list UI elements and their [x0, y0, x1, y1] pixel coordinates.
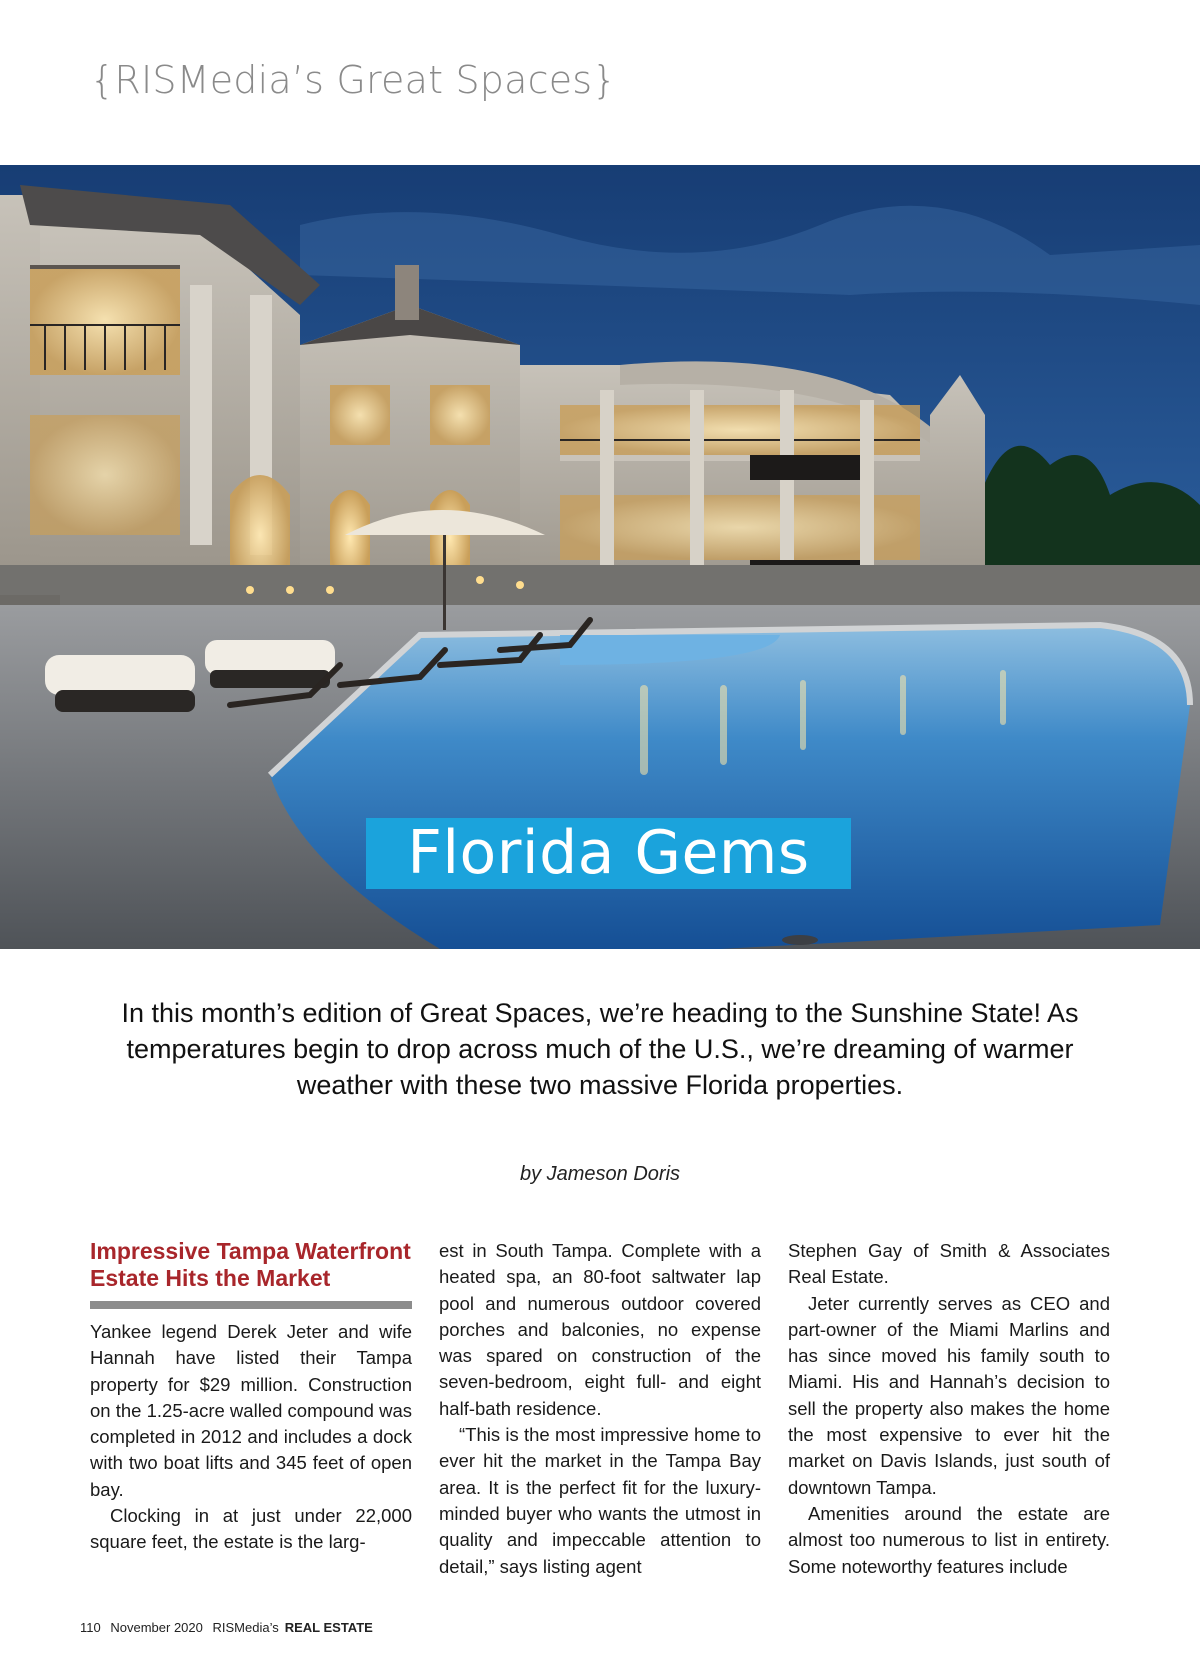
publication-name: REAL ESTATE: [284, 1620, 373, 1635]
hero-title-banner: Florida Gems: [366, 818, 851, 889]
body-paragraph: Amenities around the estate are almost too numerous to list in entirety. Some noteworthy features include: [788, 1502, 1110, 1577]
intro-paragraph: In this month’s edition of Great Spaces, we’re heading to the Sunshine State! As temperatures begin to drop across much of the U.S., we’re dreaming of warmer weather with these two massive Florida properties.: [121, 998, 1079, 1100]
article-column-1: [90, 1238, 412, 1556]
body-paragraph: Yankee legend Derek Jeter and wife Hannah have listed their Tampa property for $29 million. Construction on the 1.25-acre walled compound was completed in 2012 and includes a dock with two boat lifts and 345 feet of open bay.: [90, 1321, 412, 1500]
body-paragraph: Jeter currently serves as CEO and part-owner of the Miami Marlins and has since moved his family south to Miami. His and Hannah’s decision to sell the property also makes the home the most expensive to ever hit the market on Davis Islands, just south of downtown Tampa.: [788, 1292, 1110, 1498]
page-number: 110: [80, 1620, 101, 1635]
article-column-3: [788, 1238, 1110, 1580]
publication-prefix: RISMedia’s: [212, 1620, 279, 1635]
body-paragraph: “This is the most impressive home to ever hit the market in the Tampa Bay area. It is the perfect fit for the luxury-minded buyer who wants the utmost in quality and impeccable attention to detail,” says listing agent: [439, 1424, 761, 1577]
body-paragraph: Clocking in at just under 22,000 square feet, the estate is the larg-: [90, 1505, 412, 1553]
headline-rule: [90, 1301, 412, 1309]
byline: by Jameson Doris: [519, 1163, 681, 1185]
page-footer: [80, 1620, 373, 1635]
issue-date: November 2020: [110, 1620, 203, 1635]
body-paragraph: Stephen Gay of Smith & Associates Real Estate.: [788, 1240, 1110, 1288]
article-headline: Impressive Tampa Waterfront Estate Hits the Market: [90, 1238, 411, 1291]
section-title: {RISMedia’s Great Spaces}: [90, 58, 617, 102]
article-column-2: [439, 1238, 761, 1580]
body-paragraph: est in South Tampa. Complete with a heated spa, an 80-foot saltwater lap pool and numerous outdoor covered porches and balconies, no expense was spared on construction of the seven-bedroom, eight full- and eight half-bath residence.: [439, 1240, 761, 1419]
